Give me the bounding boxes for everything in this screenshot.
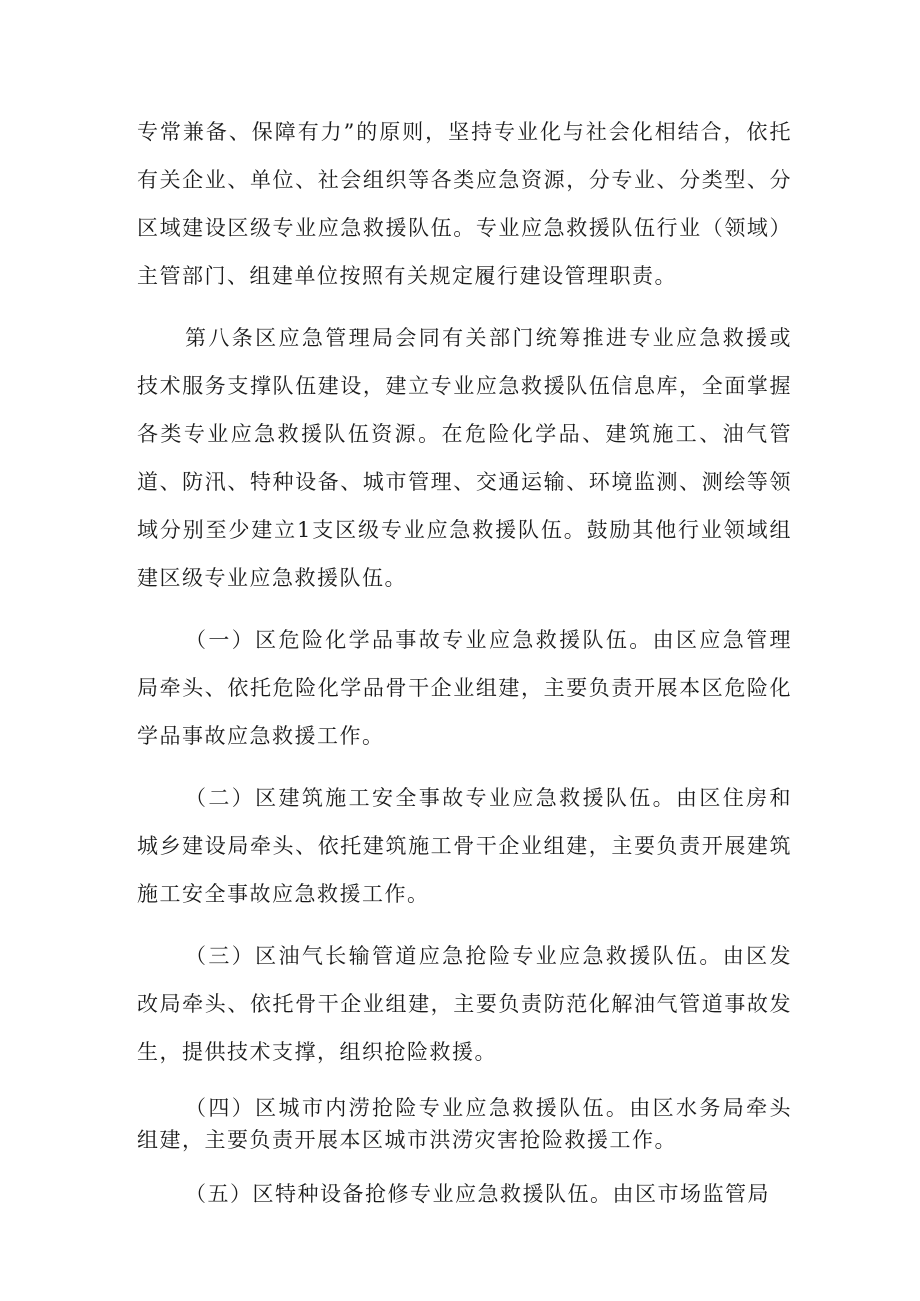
paragraph-item-1: （一）区危险化学品事故专业应急救援队伍。由区应急管理局牵头、依托危险化学品骨干企业组建，主要负责开展本区危险化学品事故应急救援工作。 (137, 628, 792, 748)
paragraph-1: 专常兼备、保障有力”的原则，坚持专业化与社会化相结合，依托有关企业、单位、社会组织等各类应急资源，分专业、分类型、分区域建设区级专业应急救援队伍。专业应急救援队伍行业（领域）主管部门、组建单位按照有关规定履行建设管理职责。 (137, 120, 792, 288)
document-page (137, 108, 792, 1218)
paragraph-item-4: （四）区城市内涝抢险专业应急救援队伍。由区水务局牵头组建，主要负责开展本区城市洪涝灾害抢险救援工作。 (137, 1096, 792, 1152)
paragraph-item-5: （五）区特种设备抢修专业应急救援队伍。由区市场监管局 (185, 1182, 770, 1206)
paragraph-item-3: （三）区油气长输管道应急抢险专业应急救援队伍。由区发改局牵头、依托骨干企业组建，主要负责防范化解油气管道事故发生，提供技术支撑，组织抢险救援。 (137, 944, 792, 1064)
paragraph-article-8: 第八条区应急管理局会同有关部门统筹推进专业应急救援或技术服务支撑队伍建设，建立专业应急救援队伍信息库，全面掌握各类专业应急救援队伍资源。在危险化学品、建筑施工、油气管道、防汛、特种设备、城市管理、交通运输、环境监测、测绘等领域分别至少建立1支区级专业应急救援队伍。鼓励其他行业领域组建区级专业应急救援队伍。 (137, 326, 792, 590)
paragraph-item-2: （二）区建筑施工安全事故专业应急救援队伍。由区住房和城乡建设局牵头、依托建筑施工骨干企业组建，主要负责开展建筑施工安全事故应急救援工作。 (137, 786, 792, 906)
